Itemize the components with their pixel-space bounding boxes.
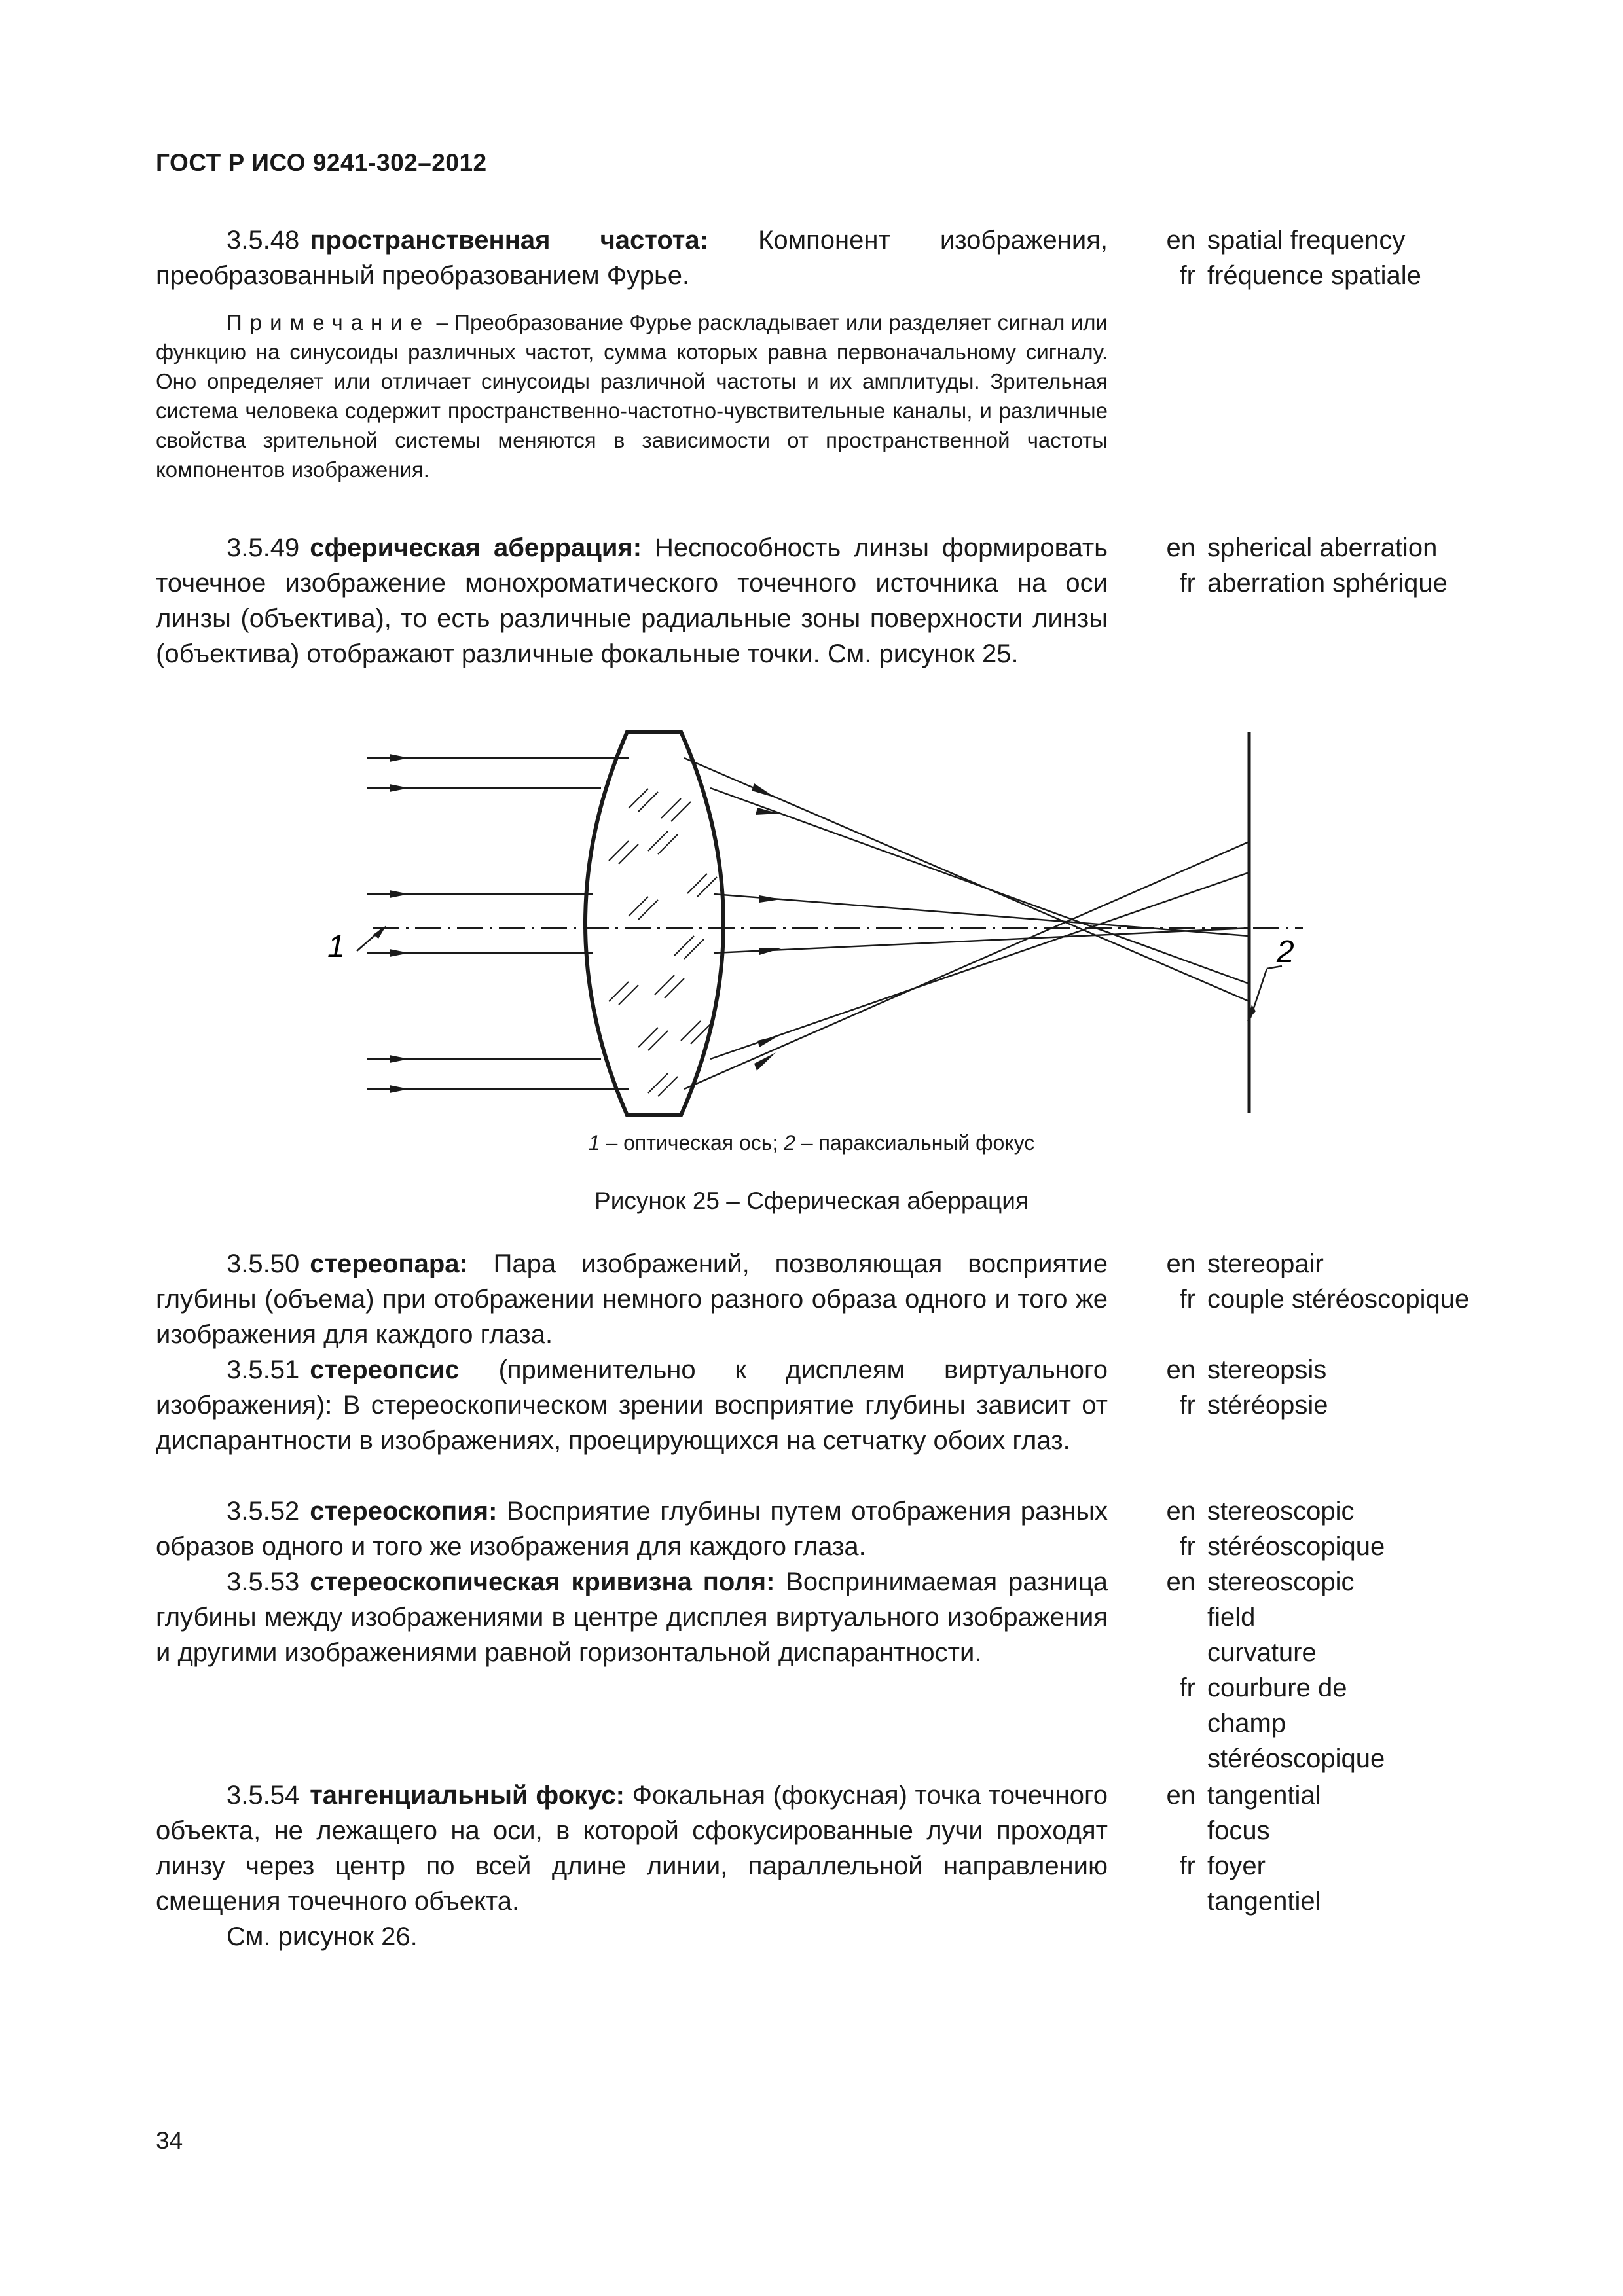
lang-fr: fr <box>1179 261 1195 290</box>
legend-number-2: 2 <box>784 1131 796 1155</box>
legend-number-1: 1 <box>588 1131 600 1155</box>
equivalent-fr: foyer tangentiel <box>1207 1852 1321 1916</box>
lang-en: en <box>1166 1355 1195 1384</box>
term-definition: Неспособность линзы формировать точечное изображение монохроматического точечного источника на оси линзы (объектива), то есть различные радиальные зоны поверхности линзы (объектива) отображают различные фокальные точки. См. рисунок 25. <box>156 533 1108 668</box>
equivalent-fr: stéréoscopique <box>1207 1532 1385 1561</box>
term-number: 3.5.48 <box>227 226 300 255</box>
term-name: тангенциальный фокус: <box>310 1781 625 1810</box>
lang-en: en <box>1166 533 1195 562</box>
term-number: 3.5.53 <box>227 1568 300 1596</box>
equivalent-en: stereoscopic field curvature <box>1207 1568 1355 1667</box>
term-definition: Восприятие глубины путем отображения разных образов одного и того же изображения для каждого глаза. <box>156 1497 1108 1561</box>
incoming-rays <box>367 758 629 1089</box>
term-definition: Компонент изображения, преобразованный преобразованием Фурье. <box>156 226 1108 290</box>
term-number: 3.5.49 <box>227 533 300 562</box>
term-name: пространственная частота: <box>310 226 708 255</box>
figure-caption: Рисунок 25 – Сферическая аберрация <box>594 1187 1029 1214</box>
lang-fr: fr <box>1179 1532 1195 1561</box>
equivalents-3-5-54 <box>1151 1778 1367 1919</box>
term-number: 3.5.52 <box>227 1497 300 1526</box>
term-name: сферическая аберрация: <box>310 533 642 562</box>
term-reference: См. рисунок 26. <box>227 1922 418 1951</box>
term-3-5-51 <box>156 1352 1108 1458</box>
term-3-5-52 <box>156 1494 1108 1564</box>
figure-label-1: 1 <box>327 929 345 964</box>
term-name: стереоскопия: <box>310 1497 498 1526</box>
equivalent-en: spherical aberration <box>1207 533 1438 562</box>
refracted-arrowheads <box>752 783 781 1071</box>
equivalents-3-5-52 <box>1151 1494 1491 1564</box>
equivalent-en: stereopsis <box>1207 1355 1327 1384</box>
equivalent-fr: couple stéréoscopique <box>1207 1285 1470 1314</box>
term-number: 3.5.54 <box>227 1781 300 1810</box>
equivalents-3-5-50 <box>1151 1246 1491 1317</box>
equivalent-en: stereopair <box>1207 1249 1324 1278</box>
figure-label-2: 2 <box>1277 935 1294 969</box>
term-definition: Воспринимаемая разница глубины между изображениями в центре дисплея виртуального изображения и другими изображениями равной горизонтальной диспарантности. <box>156 1568 1108 1667</box>
term-definition: (применительно к дисплеям виртуального изображения): В стереоскопическом зрении восприятие глубины зависит от диспарантности в изображениях, проецирующихся на сетчатку обоих глаз. <box>156 1355 1108 1455</box>
equivalent-en: tangential focus <box>1207 1781 1321 1845</box>
term-definition: Фокальная (фокусная) точка точечного объекта, не лежащего на оси, в которой сфокусированные лучи проходят линзу через центр по всей длине линии, параллельной направлению смещения точечного объекта. <box>156 1781 1108 1916</box>
lang-en: en <box>1166 1497 1195 1526</box>
lang-en: en <box>1166 226 1195 255</box>
term-3-5-53 <box>156 1564 1108 1670</box>
lang-fr: fr <box>1179 1674 1195 1702</box>
equivalents-3-5-51 <box>1151 1352 1491 1423</box>
term-definition: Пара изображений, позволяющая восприятие глубины (объема) при отображении немного разного образа одного и того же изображения для каждого глаза. <box>156 1249 1108 1349</box>
equivalent-fr: stéréopsie <box>1207 1391 1328 1420</box>
legend-text-2: – параксиальный фокус <box>795 1131 1035 1155</box>
figure-legend <box>0 1131 1623 1155</box>
equivalent-fr: aberration sphérique <box>1207 569 1448 598</box>
note-label: Примечание <box>227 310 431 334</box>
incoming-arrowheads <box>390 754 409 1093</box>
term-name: стереопара: <box>310 1249 468 1278</box>
note-text: – Преобразование Фурье раскладывает или разделяет сигнал или функцию на синусоиды различных частот, сумма которых равна первоначальному сигналу. Оно определяет или отличает синусоиды различной частоты и их амплитуды. Зрительная система человека содержит пространственно-частотно-чувствительные каналы, и различные свойства зрительной системы меняются в зависимости от пространственной частоты компонентов изображения. <box>156 310 1108 482</box>
legend-text-1: – оптическая ось; <box>600 1131 784 1155</box>
equivalents-3-5-53 <box>1151 1564 1385 1776</box>
term-number: 3.5.51 <box>227 1355 300 1384</box>
page-number: 34 <box>156 2127 183 2154</box>
term-name: стереопсис <box>310 1355 460 1384</box>
document-header: ГОСТ Р ИСО 9241-302–2012 <box>156 149 487 176</box>
equivalent-fr: fréquence spatiale <box>1207 261 1421 290</box>
lang-fr: fr <box>1179 1852 1195 1880</box>
equivalent-en: stereoscopic <box>1207 1497 1355 1526</box>
lang-fr: fr <box>1179 1285 1195 1314</box>
lang-fr: fr <box>1179 1391 1195 1420</box>
lang-en: en <box>1166 1568 1195 1596</box>
term-number: 3.5.50 <box>227 1249 300 1278</box>
term-3-5-50 <box>156 1246 1108 1352</box>
equivalent-en: spatial frequency <box>1207 226 1406 255</box>
term-3-5-54 <box>156 1778 1108 1954</box>
term-name: стереоскопическая кривизна поля: <box>310 1568 775 1596</box>
lens-hatching <box>609 789 717 1096</box>
lens <box>585 732 723 1115</box>
lang-en: en <box>1166 1781 1195 1810</box>
equivalent-fr: courbure de champ stéréoscopique <box>1207 1674 1385 1773</box>
lang-fr: fr <box>1179 569 1195 598</box>
lang-en: en <box>1166 1249 1195 1278</box>
